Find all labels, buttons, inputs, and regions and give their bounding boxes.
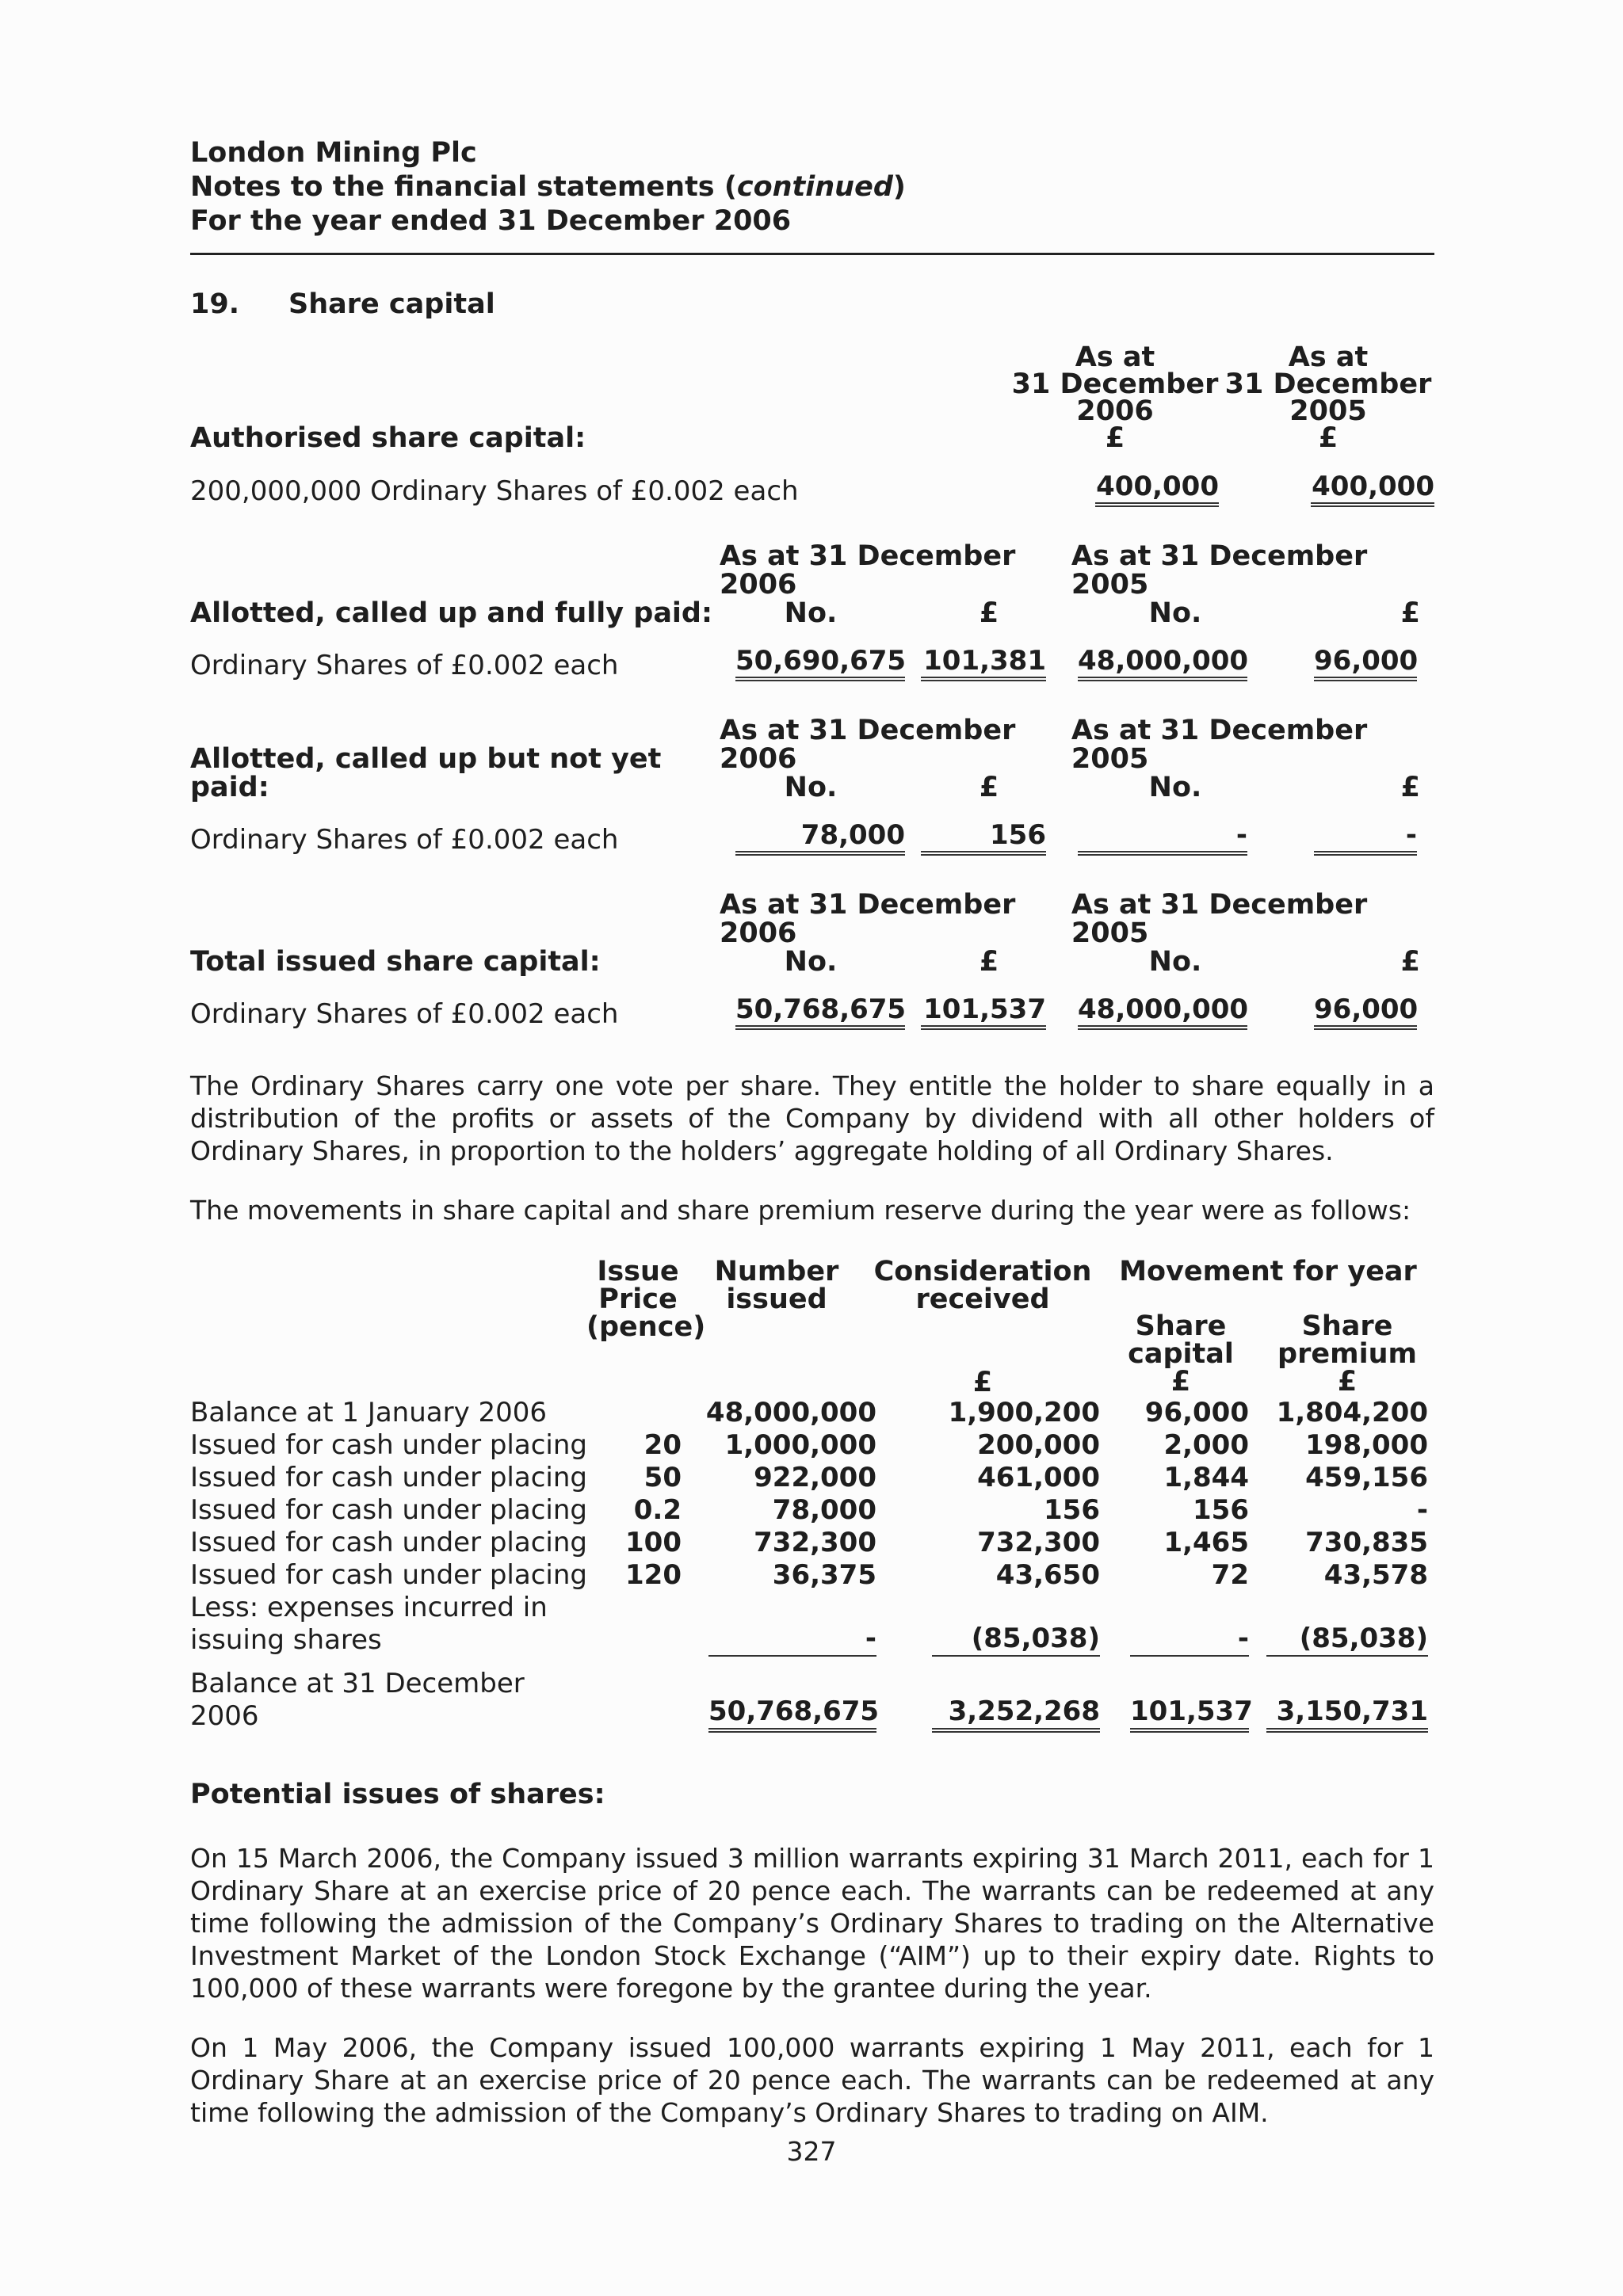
not-yet-paid-row-label: Ordinary Shares of £0.002 each (190, 824, 619, 856)
movement-number: 1,000,000 (724, 1429, 876, 1461)
movement-consideration: 200,000 (977, 1429, 1100, 1461)
votes-paragraph: The Ordinary Shares carry one vote per share. They entitle the holder to share equally in a distribution of the profits or assets of the Company by dividend with all other holders of Ordinary Shares, in proportion to the holders’ aggregate holding of all Ordinary Shares. (190, 1070, 1434, 1166)
movement-premium: 43,578 (1323, 1559, 1428, 1591)
movement-premium: 730,835 (1305, 1527, 1428, 1558)
movement-price: 50 (643, 1462, 682, 1493)
closing-balance-row: Balance at 31 December 2006 50,768,675 3,252,268 101,537 3,150,731 (190, 1668, 1428, 1732)
section-title: Share capital (288, 288, 495, 320)
movement-consideration: 43,650 (995, 1559, 1100, 1591)
notes-title: Notes to the financial statements (continued) (190, 171, 906, 203)
fully-paid-2005-gbp: 96,000 (1314, 645, 1417, 681)
total-issued-2005-no: 48,000,000 (1078, 994, 1247, 1030)
movement-number: 48,000,000 (705, 1397, 876, 1428)
total-issued-head-2005: As at 31 December 2005 (1071, 889, 1368, 949)
movement-capital: 1,465 (1163, 1527, 1249, 1558)
movement-consideration: 1,900,200 (948, 1397, 1100, 1428)
closing-capital: 101,537 (1130, 1695, 1249, 1733)
total-issued-row-label: Ordinary Shares of £0.002 each (190, 998, 619, 1030)
movement-price: 0.2 (633, 1494, 682, 1526)
movements-intro: The movements in share capital and share premium reserve during the year were as follows: (190, 1195, 1411, 1226)
movement-for-year-header: Movement for year Share capital £ Share premium £ (1119, 1256, 1417, 1398)
movement-consideration: 156 (1044, 1494, 1100, 1526)
fully-paid-2005-no: 48,000,000 (1078, 645, 1247, 681)
movement-row (190, 1527, 1434, 1559)
potential-issues-title: Potential issues of shares: (190, 1779, 605, 1810)
expenses-premium: (85,038) (1266, 1623, 1428, 1657)
movement-number: 922,000 (754, 1462, 876, 1493)
fully-paid-label: Allotted, called up and fully paid: (190, 597, 712, 629)
authorised-2006-value: 400,000 (1095, 471, 1219, 507)
authorised-row-label: 200,000,000 Ordinary Shares of £0.002 each (190, 475, 799, 507)
movement-price: 20 (643, 1429, 682, 1461)
movement-premium: - (1416, 1494, 1428, 1526)
fully-paid-row-label: Ordinary Shares of £0.002 each (190, 650, 619, 681)
movement-label: Issued for cash under placing (190, 1494, 587, 1526)
movement-row (190, 1397, 1434, 1429)
not-yet-paid-2005-no: - (1078, 819, 1247, 856)
total-issued-2006-no: 50,768,675 (735, 994, 905, 1030)
movement-capital: 2,000 (1163, 1429, 1249, 1461)
movement-capital: 96,000 (1144, 1397, 1249, 1428)
authorised-table (190, 341, 1434, 507)
movement-price (594, 1397, 682, 1429)
movement-row (190, 1559, 1434, 1592)
movement-consideration: 732,300 (977, 1527, 1100, 1558)
expenses-capital: - (1130, 1623, 1249, 1657)
total-issued-label: Total issued share capital: (190, 946, 601, 978)
not-yet-paid-2006-no: 78,000 (735, 819, 905, 856)
fully-paid-2006-gbp: 101,381 (921, 645, 1046, 681)
movement-rows (190, 1397, 1434, 1592)
total-issued-head-2006: As at 31 December 2006 (720, 889, 1016, 949)
page (190, 136, 1434, 2129)
movement-number: 732,300 (754, 1527, 876, 1558)
movement-capital: 156 (1193, 1494, 1249, 1526)
movements-table (190, 1258, 1434, 1733)
potential-paragraph-2: On 1 May 2006, the Company issued 100,000 warrants expiring 1 May 2011, each for 1 Ordinary Share at an exercise price of 20 pence each. The warrants can be redeemed at any time following the admission of the Company’s Ordinary Shares to trading on AIM. (190, 2032, 1434, 2128)
movement-label: Issued for cash under placing (190, 1527, 587, 1558)
section-number: 19. (190, 288, 240, 320)
expenses-number: - (708, 1623, 876, 1657)
movement-number: 36,375 (772, 1559, 876, 1591)
movement-premium: 1,804,200 (1276, 1397, 1428, 1428)
movement-premium: 198,000 (1305, 1429, 1428, 1461)
closing-consideration: 3,252,268 (932, 1695, 1100, 1733)
movement-row (190, 1462, 1434, 1494)
movement-capital: 72 (1211, 1559, 1249, 1591)
closing-premium: 3,150,731 (1266, 1695, 1428, 1733)
closing-number: 50,768,675 (708, 1695, 876, 1733)
number-issued-header: Number issued (714, 1256, 839, 1315)
section-heading (190, 288, 1434, 320)
company-name: London Mining Plc (190, 137, 477, 169)
not-yet-paid-table: Allotted, called up but not yet paid: As at 31 December 2006 As at 31 December 2005 No. £ No. £ Ordinary Shares of £0.002 each 78,000 156 - - (190, 716, 1434, 856)
movement-number: 78,000 (772, 1494, 876, 1526)
authorised-2005-value: 400,000 (1311, 471, 1434, 507)
movements-header (190, 1258, 1434, 1397)
document-header (190, 136, 1434, 238)
movement-price: 120 (625, 1559, 682, 1591)
movement-price: 100 (625, 1527, 682, 1558)
movement-consideration: 461,000 (977, 1462, 1100, 1493)
not-yet-paid-head-2006: As at 31 December 2006 (720, 715, 1016, 775)
fully-paid-2006-no: 50,690,675 (735, 645, 905, 681)
fully-paid-head-2005: As at 31 December 2005 (1071, 540, 1368, 601)
movement-premium: 459,156 (1305, 1462, 1428, 1493)
potential-paragraph-1: On 15 March 2006, the Company issued 3 million warrants expiring 31 March 2011, each for 1 Ordinary Share at an exercise price of 20 pence each. The warrants can be redeemed at any time following the admission of the Company’s Ordinary Shares to trading on the Alternative Investment Market of the London Stock Exchange (“AIM”) up to their expiry date. Rights to 100,000 of these warrants were foregone by the grantee during the year. (190, 1843, 1434, 2004)
not-yet-paid-2005-gbp: - (1314, 819, 1417, 856)
expenses-consideration: (85,038) (932, 1623, 1100, 1657)
movement-row (190, 1494, 1434, 1527)
not-yet-paid-head-2005: As at 31 December 2005 (1071, 715, 1368, 775)
authorised-head-2006: As at 31 December 2006 £ (1011, 341, 1219, 454)
movement-label: Issued for cash under placing (190, 1559, 587, 1591)
movement-capital: 1,844 (1163, 1462, 1249, 1493)
fully-paid-head-2006: As at 31 December 2006 (720, 540, 1016, 601)
movement-row (190, 1429, 1434, 1462)
authorised-label: Authorised share capital: (190, 422, 586, 454)
period-title: For the year ended 31 December 2006 (190, 205, 792, 237)
not-yet-paid-2006-gbp: 156 (921, 819, 1046, 856)
issue-price-header: Issue Price (pence) (586, 1256, 706, 1343)
consideration-header: Consideration received £ (873, 1256, 1092, 1398)
movement-label: Issued for cash under placing (190, 1462, 587, 1493)
authorised-head-2005: As at 31 December 2005 £ (1224, 341, 1432, 454)
total-issued-table: Total issued share capital: As at 31 December 2006 As at 31 December 2005 No. £ No. £ Ordinary Shares of £0.002 each 50,768,675 101,537 48,000,000 96,000 (190, 891, 1434, 1030)
fully-paid-table: Allotted, called up and fully paid: As at 31 December 2006 As at 31 December 2005 No. £ No. £ Ordinary Shares of £0.002 each 50,690,675 101,381 48,000,000 96,000 (190, 542, 1434, 681)
page-number: 327 (786, 2136, 837, 2167)
movement-label: Balance at 1 January 2006 (190, 1397, 548, 1428)
movement-label: Issued for cash under placing (190, 1429, 587, 1461)
not-yet-paid-label: Allotted, called up but not yet paid: (190, 743, 662, 803)
total-issued-2006-gbp: 101,537 (921, 994, 1046, 1030)
total-issued-2005-gbp: 96,000 (1314, 994, 1417, 1030)
header-divider (190, 253, 1434, 255)
expenses-row: Less: expenses incurred in issuing shares - (85,038) - (85,038) (190, 1592, 1428, 1656)
